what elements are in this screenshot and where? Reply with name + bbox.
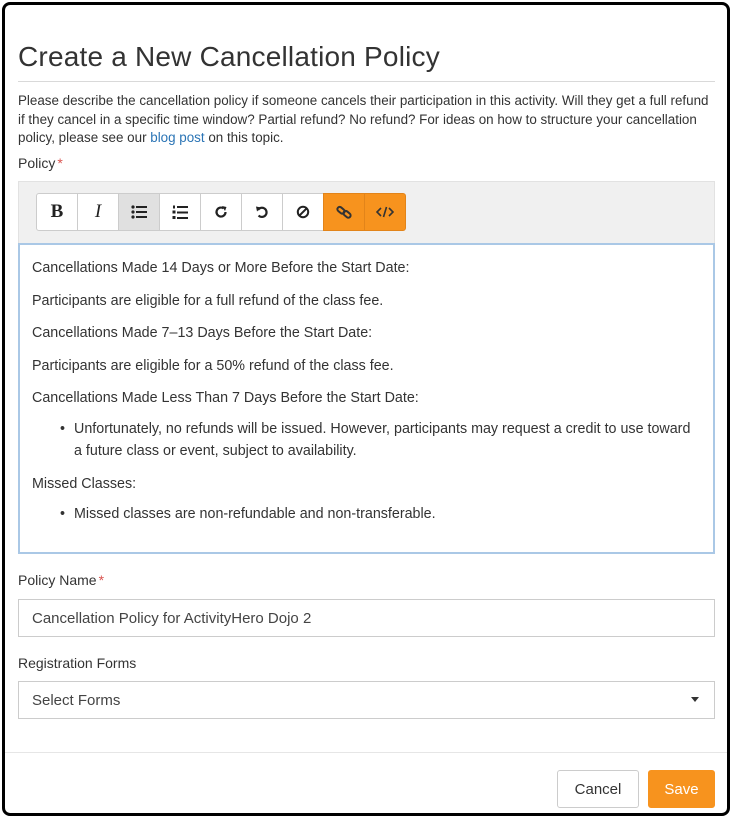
editor-toolbar (36, 193, 406, 231)
editor-paragraph: Cancellations Made Less Than 7 Days Before the Start Date: (32, 390, 419, 406)
policy-label (18, 155, 63, 171)
policy-name-value: Cancellation Policy for ActivityHero Dojo 2 (32, 609, 312, 627)
blog-post-link[interactable]: blog post (150, 130, 205, 145)
editor-list-item: • Unfortunately, no refunds will be issued. However, participants may request a credit to use toward a future class or event, subject to availability. (74, 418, 701, 462)
editor-bullet-list (74, 418, 701, 462)
description-body: Please describe the cancellation policy if someone cancels their participation in this activity. Will they get a full refund if they cancel in a specific time window? Partial refund? No refund? For ideas on how to structure your cancellation policy, please see our (18, 93, 709, 145)
footer-divider (5, 752, 727, 753)
registration-forms-select[interactable] (18, 681, 715, 719)
clear-format-button[interactable] (282, 193, 324, 231)
link-icon (336, 204, 352, 220)
italic-button[interactable] (77, 193, 119, 231)
editor-paragraph: Cancellations Made 14 Days or More Before the Start Date: (32, 260, 410, 276)
numbered-list-button[interactable] (159, 193, 201, 231)
bullet-list-icon (131, 205, 147, 219)
required-asterisk: * (98, 572, 105, 588)
description-suffix: on this topic. (204, 130, 284, 145)
link-button[interactable] (323, 193, 365, 231)
title-divider (18, 81, 715, 82)
required-asterisk: * (57, 155, 63, 171)
editor-bullet-list (74, 503, 701, 525)
registration-forms-value: Select Forms (32, 691, 121, 709)
html-source-button[interactable] (364, 193, 406, 231)
undo-button[interactable] (241, 193, 283, 231)
policy-label-text: Policy (18, 155, 56, 171)
policy-editor[interactable] (18, 243, 715, 554)
editor-paragraph: Participants are eligible for a 50% refund of the class fee. (32, 357, 394, 374)
editor-paragraph: Cancellations Made 7–13 Days Before the Start Date: (32, 325, 373, 341)
redo-icon (214, 205, 228, 219)
bullet-list-button[interactable] (118, 193, 160, 231)
policy-name-label (18, 572, 104, 588)
policy-name-label-text: Policy Name (18, 572, 97, 588)
save-button[interactable]: Save (648, 770, 715, 808)
create-policy-modal (2, 2, 730, 816)
description-text (18, 92, 718, 148)
registration-forms-label: Registration Forms (18, 655, 137, 671)
modal-title: Create a New Cancellation Policy (18, 41, 440, 72)
code-icon (376, 206, 394, 218)
editor-list-item: • Missed classes are non-refundable and non-transferable. (74, 503, 701, 525)
italic-icon: I (94, 201, 102, 222)
clear-format-icon (296, 205, 310, 219)
editor-paragraph: Missed Classes: (32, 475, 137, 492)
cancel-button[interactable]: Cancel (557, 770, 639, 808)
redo-button[interactable] (200, 193, 242, 231)
policy-name-input[interactable] (18, 599, 715, 637)
bold-button[interactable] (36, 193, 78, 231)
caret-down-icon (691, 697, 699, 702)
editor-paragraph: Participants are eligible for a full refund of the class fee. (32, 292, 384, 309)
numbered-list-icon (172, 205, 188, 220)
bold-icon: B (50, 201, 64, 222)
undo-icon (255, 205, 269, 219)
editor-toolbar-area (18, 181, 715, 243)
